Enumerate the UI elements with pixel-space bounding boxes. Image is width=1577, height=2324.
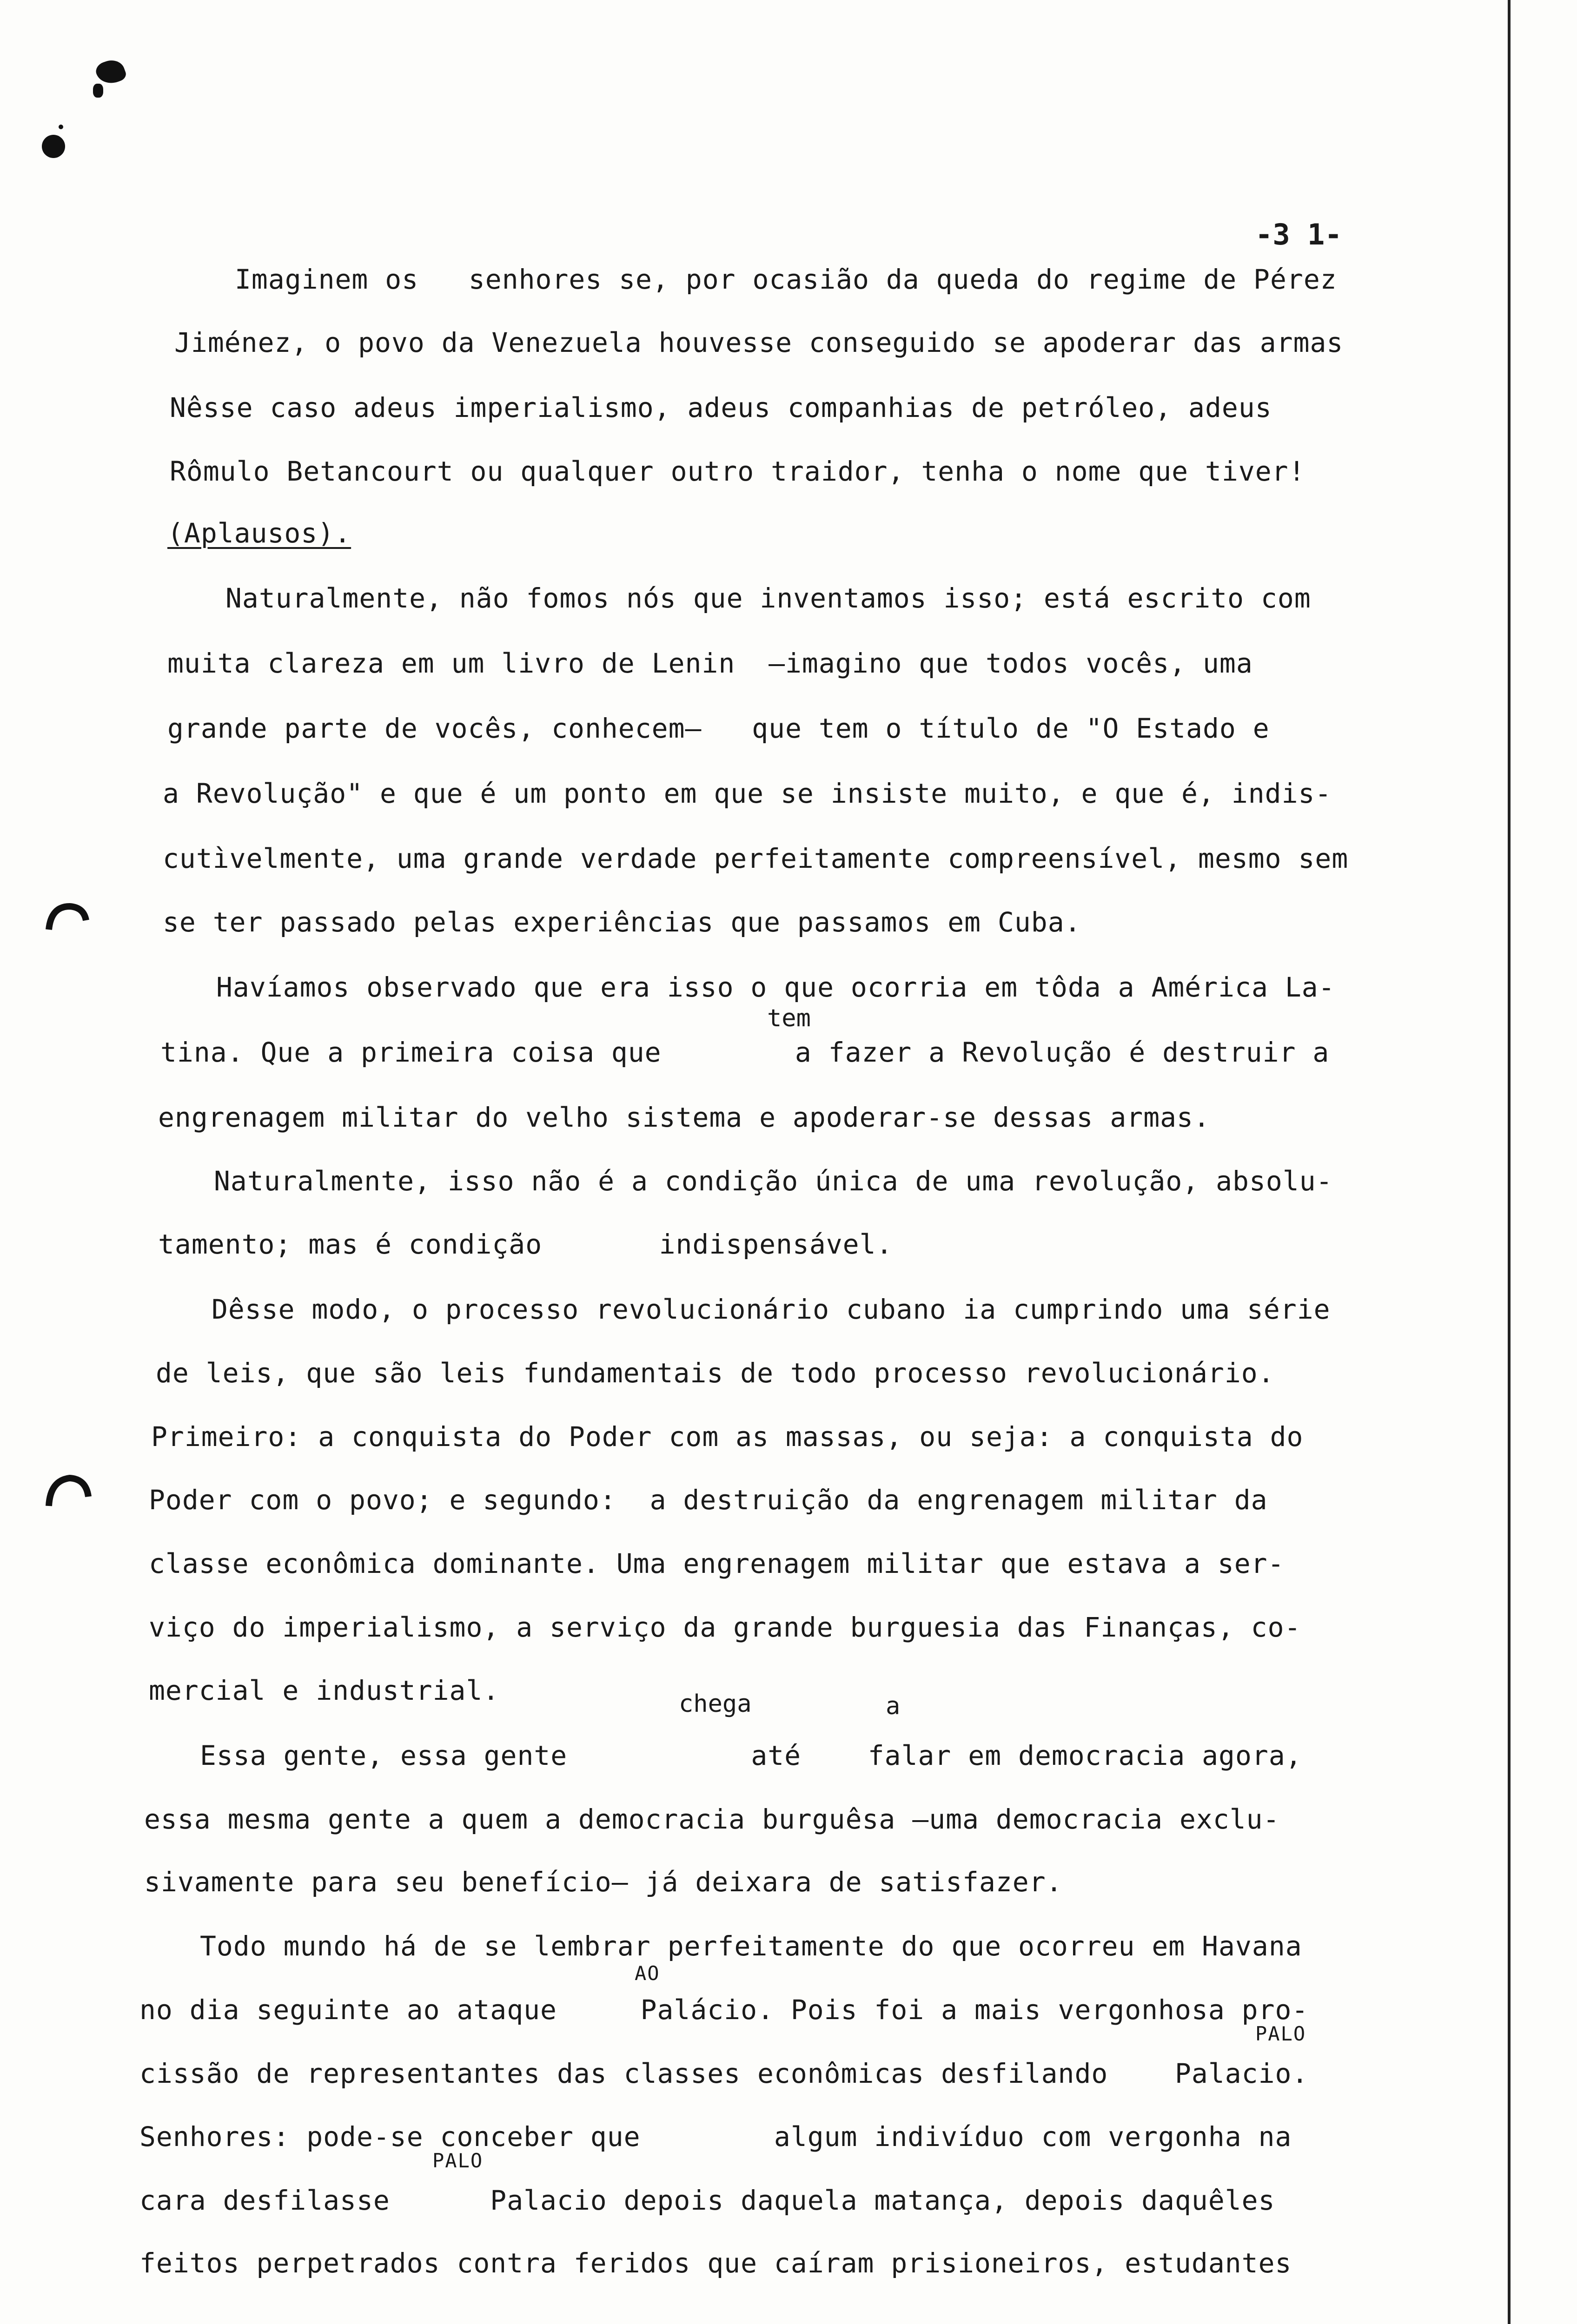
text-line: classe econômica dominante. Uma engrenagem militar que estava a ser- bbox=[149, 1548, 1285, 1579]
punch-hole-mark bbox=[42, 1469, 93, 1520]
text-line: essa mesma gente a quem a democracia burguêsa —uma democracia exclu- bbox=[144, 1803, 1280, 1835]
right-margin-rule bbox=[1508, 0, 1511, 2324]
text-line: tina. Que a primeira coisa que a fazer a Revolução é destruir a bbox=[160, 1037, 1330, 1068]
text-line: Poder com o povo; e segundo: a destruição da engrenagem militar da bbox=[149, 1484, 1268, 1516]
text-line: Jiménez, o povo da Venezuela houvesse conseguido se apoderar das armas bbox=[174, 327, 1344, 358]
text-line: cutìvelmente, uma grande verdade perfeitamente compreensível, mesmo sem bbox=[163, 843, 1349, 874]
text-line: Dêsse modo, o processo revolucionário cubano ia cumprindo uma série bbox=[212, 1294, 1331, 1325]
text-line: Naturalmente, não fomos nós que inventamos isso; está escrito com bbox=[225, 582, 1311, 614]
page-number: -3 1- bbox=[1255, 218, 1342, 251]
text-line: Havíamos observado que era isso o que ocorria em tôda a América La- bbox=[216, 971, 1335, 1003]
text-line: muita clareza em um livro de Lenin —imagino que todos vocês, uma bbox=[167, 647, 1253, 679]
text-line: Essa gente, essa gente até falar em democracia agora, bbox=[200, 1740, 1302, 1771]
handwritten-insertion: chega bbox=[679, 1690, 752, 1718]
text-line: se ter passado pelas experiências que passamos em Cuba. bbox=[163, 906, 1081, 938]
text-line: Senhores: pode-se conceber que algum indivíduo com vergonha na bbox=[139, 2121, 1292, 2152]
handwritten-insertion: a bbox=[886, 1692, 901, 1720]
text-line: grande parte de vocês, conhecem— que tem o título de "O Estado e bbox=[167, 713, 1270, 744]
text-line: Primeiro: a conquista do Poder com as massas, ou seja: a conquista do bbox=[151, 1421, 1304, 1452]
handwritten-insertion: tem bbox=[767, 1004, 811, 1032]
text-line: Rômulo Betancourt ou qualquer outro traidor, tenha o nome que tiver! bbox=[170, 456, 1305, 487]
text-line: Naturalmente, isso não é a condição única de uma revolução, absolu- bbox=[214, 1165, 1333, 1197]
ink-dot-mark bbox=[59, 125, 63, 129]
text-line: mercial e industrial. bbox=[149, 1675, 500, 1706]
handwritten-insertion: PALO bbox=[432, 2149, 484, 2172]
ink-blot-mark bbox=[93, 56, 127, 88]
text-line: cissão de representantes das classes econômicas desfilando Palacio. bbox=[139, 2058, 1309, 2089]
text-line: a Revolução" e que é um ponto em que se insiste muito, e que é, indis- bbox=[163, 778, 1332, 809]
ink-blot-mark bbox=[93, 84, 103, 98]
text-line: engrenagem militar do velho sistema e apoderar-se dessas armas. bbox=[158, 1102, 1210, 1133]
text-line: (Aplausos). bbox=[167, 517, 351, 549]
text-line: de leis, que são leis fundamentais de todo processo revolucionário. bbox=[156, 1357, 1275, 1389]
text-line: viço do imperialismo, a serviço da grande burguesia das Finanças, co- bbox=[149, 1611, 1301, 1643]
text-line: feitos perpetrados contra feridos que caíram prisioneiros, estudantes bbox=[139, 2247, 1292, 2279]
ink-dot-mark bbox=[42, 135, 65, 158]
handwritten-insertion: PALO bbox=[1255, 2022, 1306, 2045]
text-line: tamento; mas é condição indispensável. bbox=[158, 1228, 893, 1260]
text-line: Imaginem os senhores se, por ocasião da queda do regime de Pérez bbox=[235, 264, 1337, 295]
text-line: cara desfilasse Palacio depois daquela matança, depois daquêles bbox=[139, 2185, 1275, 2216]
text-line: Todo mundo há de se lembrar perfeitamente do que ocorreu em Havana bbox=[200, 1930, 1302, 1962]
text-line: sivamente para seu benefício— já deixara de satisfazer. bbox=[144, 1866, 1063, 1898]
text-line: no dia seguinte ao ataque Palácio. Pois foi a mais vergonhosa pro- bbox=[139, 1994, 1309, 2026]
handwritten-insertion: AO bbox=[635, 1962, 660, 1985]
punch-hole-mark bbox=[42, 897, 93, 948]
text-line: Nêsse caso adeus imperialismo, adeus companhias de petróleo, adeus bbox=[170, 392, 1272, 423]
